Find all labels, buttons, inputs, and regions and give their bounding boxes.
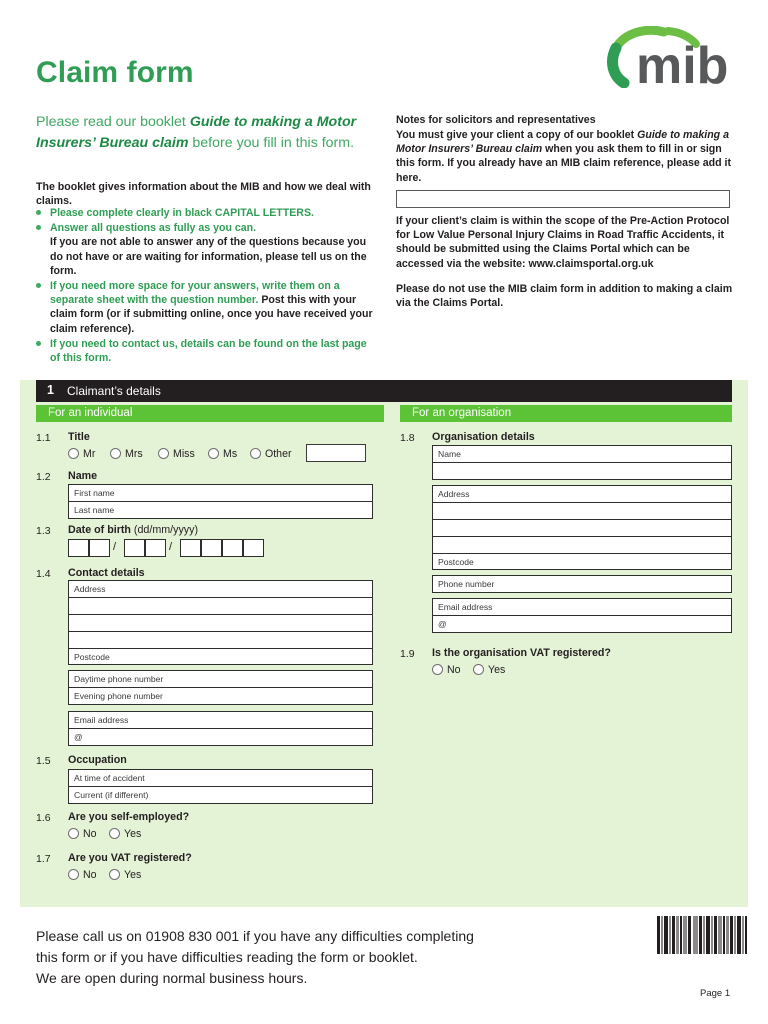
dob-separator-2: / (169, 541, 173, 553)
dob-label-hint: (dd/mm/yyyy) (133, 524, 199, 536)
contact-email-group (68, 711, 373, 746)
dob-year-box-1[interactable] (180, 539, 201, 557)
question-number-1-4: 1.4 (36, 568, 51, 580)
dob-month-box-1[interactable] (124, 539, 145, 557)
question-number-1-6: 1.6 (36, 812, 51, 824)
notes-paragraph-1 (396, 128, 734, 185)
dob-year-box-3[interactable] (222, 539, 243, 557)
org-email-at-symbol: @ (438, 619, 447, 629)
bullet-dot-icon (36, 210, 41, 215)
lead-subtext: The booklet gives information about the MIB and how we deal with claims. (36, 181, 371, 207)
instruction-bullets (36, 206, 374, 367)
bullet-green-text: Please complete clearly in black CAPITAL LETTERS. (50, 207, 314, 219)
daytime-phone-placeholder: Daytime phone number (74, 674, 164, 684)
occupation-at-accident-row[interactable] (69, 770, 372, 787)
radio-self-employed-yes[interactable] (109, 828, 120, 839)
org-name-placeholder: Name (438, 449, 461, 459)
bullet-item (36, 206, 374, 220)
org-address-row-2[interactable] (433, 503, 731, 520)
question-number-1-3: 1.3 (36, 525, 51, 537)
notes-text-1b: when you ask them to fill in or sign this form. If you already have an MIB claim reference, please add it here. (396, 143, 731, 184)
radio-label-org-vat-no: No (447, 664, 461, 676)
barcode (657, 916, 747, 954)
organisation-address-group (432, 485, 732, 570)
org-address-row-4[interactable] (433, 537, 731, 554)
postcode-placeholder: Postcode (74, 652, 110, 662)
bullet-dot-icon (36, 283, 41, 288)
radio-title-ms[interactable] (208, 448, 219, 459)
org-address-placeholder: Address (438, 489, 470, 499)
lead-text-1: Please read our booklet (36, 114, 190, 130)
question-label-name: Name (68, 470, 98, 482)
solicitor-notes (396, 113, 734, 185)
radio-label-other: Other (265, 448, 292, 460)
claims-portal-notes (396, 214, 736, 310)
radio-title-mrs[interactable] (110, 448, 121, 459)
column-header-individual-label: For an individual (48, 406, 133, 419)
address-row-3[interactable] (69, 615, 372, 632)
org-name-label-row[interactable] (433, 446, 731, 463)
question-label-contact: Contact details (68, 567, 145, 579)
radio-vat-yes[interactable] (109, 869, 120, 880)
radio-title-miss[interactable] (158, 448, 169, 459)
radio-vat-no[interactable] (68, 869, 79, 880)
dob-year-box-2[interactable] (201, 539, 222, 557)
dob-day-box-1[interactable] (68, 539, 89, 557)
dob-separator-1: / (113, 541, 117, 553)
question-label-vat: Are you VAT registered? (68, 852, 192, 864)
radio-label-self-employed-no: No (83, 828, 97, 840)
notes-heading: Notes for solicitors and representatives (396, 114, 596, 126)
address-row-4[interactable] (69, 632, 372, 649)
notes-emphasis: Guide to making a Motor Insurers’ Bureau claim (396, 129, 729, 156)
evening-phone-row[interactable] (69, 688, 372, 705)
first-name-placeholder: First name (74, 488, 115, 498)
org-email-placeholder: Email address (438, 602, 493, 612)
notes-text-1a: You must give your client a copy of our booklet (396, 129, 638, 141)
question-label-occupation: Occupation (68, 754, 127, 766)
last-name-row[interactable] (69, 502, 372, 519)
org-postcode-placeholder: Postcode (438, 557, 474, 567)
org-postcode-row[interactable] (433, 554, 731, 571)
page-header (0, 0, 768, 372)
org-address-row-3[interactable] (433, 520, 731, 537)
dob-month-box-2[interactable] (145, 539, 166, 557)
dob-day-box-2[interactable] (89, 539, 110, 557)
occupation-at-accident-placeholder: At time of accident (74, 773, 145, 783)
question-label-title: Title (68, 431, 90, 443)
email-at-symbol: @ (74, 732, 83, 742)
bullet-black-text: If you are not able to answer any of the questions because you do not have or are waiting for information, please tell us on the form. (50, 236, 367, 277)
radio-label-ms: Ms (223, 448, 238, 460)
evening-phone-placeholder: Evening phone number (74, 691, 163, 701)
occupation-current-row[interactable] (69, 787, 372, 804)
page-title: Claim form (36, 56, 194, 89)
column-header-organisation-label: For an organisation (412, 406, 512, 419)
org-phone-placeholder: Phone number (438, 579, 495, 589)
footer-line-3: We are open during normal business hours. (36, 970, 308, 986)
footer-line-2: this form or if you have difficulties reading the form or booklet. (36, 949, 418, 965)
name-field-group (68, 484, 373, 519)
org-name-input-row[interactable] (433, 463, 731, 480)
occupation-current-placeholder: Current (if different) (74, 790, 149, 800)
question-label-organisation-details: Organisation details (432, 431, 535, 443)
org-phone-row[interactable] (433, 576, 731, 593)
question-number-1-8: 1.8 (400, 432, 415, 444)
claimant-details-panel (20, 380, 748, 907)
first-name-row[interactable] (69, 485, 372, 502)
email-label-row[interactable] (69, 712, 372, 729)
contact-phone-group (68, 670, 373, 705)
title-other-input[interactable] (306, 444, 366, 462)
organisation-email-group (432, 598, 732, 633)
page-number: Page 1 (700, 988, 731, 999)
contact-address-group (68, 580, 373, 665)
last-name-placeholder: Last name (74, 505, 115, 515)
bullet-item (36, 337, 374, 365)
bullet-black-text: Post this with your claim form (or if submitting online, once you have received your claim reference). (50, 294, 373, 335)
lead-paragraph (36, 112, 366, 153)
occupation-group (68, 769, 373, 804)
section-number: 1 (47, 383, 54, 397)
question-number-1-5: 1.5 (36, 755, 51, 767)
bullet-green-text: If you need more space for your answers, write them on a separate sheet with the question number. (50, 280, 340, 307)
mib-logo (604, 26, 736, 88)
radio-self-employed-no[interactable] (68, 828, 79, 839)
question-label-org-vat: Is the organisation VAT registered? (432, 647, 611, 659)
bullet-dot-icon (36, 341, 41, 346)
organisation-name-group (432, 445, 732, 480)
radio-label-self-employed-yes: Yes (124, 828, 142, 840)
question-label-self-employed: Are you self-employed? (68, 811, 190, 823)
radio-title-other[interactable] (250, 448, 261, 459)
address-placeholder: Address (74, 584, 106, 594)
notes-paragraph-2: If your client’s claim is within the scope of the Pre-Action Protocol for Low Value Personal Injury Claims in Road Traffic Accidents, it should be submitted using the Claims Portal which can be accessed via the website: www.claimsportal.org.uk (396, 215, 730, 270)
lead-emphasis: Guide to making a Motor Insurers’ Bureau claim (36, 114, 357, 151)
page-footer (0, 907, 768, 1024)
postcode-row[interactable] (69, 649, 372, 666)
question-number-1-1: 1.1 (36, 432, 51, 444)
bullet-item (36, 279, 374, 336)
org-address-row-1[interactable] (433, 486, 731, 503)
dob-year-box-4[interactable] (243, 539, 264, 557)
radio-org-vat-yes[interactable] (473, 664, 484, 675)
svg-text:mib: mib (636, 37, 729, 88)
column-header-individual (36, 405, 384, 422)
bullet-dot-icon (36, 225, 41, 230)
org-email-input-row[interactable] (433, 616, 731, 633)
org-email-label-row[interactable] (433, 599, 731, 616)
radio-org-vat-no[interactable] (432, 664, 443, 675)
question-label-dob (68, 524, 198, 536)
address-row-2[interactable] (69, 598, 372, 615)
radio-label-vat-yes: Yes (124, 869, 142, 881)
question-number-1-9: 1.9 (400, 648, 415, 660)
organisation-phone-group (432, 575, 732, 593)
radio-label-org-vat-yes: Yes (488, 664, 506, 676)
question-number-1-2: 1.2 (36, 471, 51, 483)
column-header-organisation (400, 405, 732, 422)
question-number-1-7: 1.7 (36, 853, 51, 865)
email-placeholder: Email address (74, 715, 129, 725)
radio-label-miss: Miss (173, 448, 195, 460)
section-title: Claimant’s details (67, 383, 161, 398)
radio-title-mr[interactable] (68, 448, 79, 459)
email-input-row[interactable] (69, 729, 372, 746)
daytime-phone-row[interactable] (69, 671, 372, 688)
bullet-green-text: If you need to contact us, details can be found on the last page of this form. (50, 337, 367, 365)
radio-label-mr: Mr (83, 448, 96, 460)
radio-label-mrs: Mrs (125, 448, 143, 460)
footer-line-1: Please call us on 01908 830 001 if you have any difficulties completing (36, 928, 474, 944)
bullet-green-text: Answer all questions as fully as you can. (50, 222, 257, 235)
notes-paragraph-3: Please do not use the MIB claim form in addition to making a claim via the Claims Portal. (396, 282, 733, 310)
footer-contact-text (36, 926, 596, 989)
section-header-bar (36, 380, 732, 402)
radio-label-vat-no: No (83, 869, 97, 881)
lead-text-2: before you fill in this form. (188, 134, 355, 151)
bullet-item (36, 221, 374, 278)
address-row-1[interactable] (69, 581, 372, 598)
mib-claim-reference-input[interactable] (396, 190, 730, 208)
dob-label-text: Date of birth (68, 524, 131, 536)
